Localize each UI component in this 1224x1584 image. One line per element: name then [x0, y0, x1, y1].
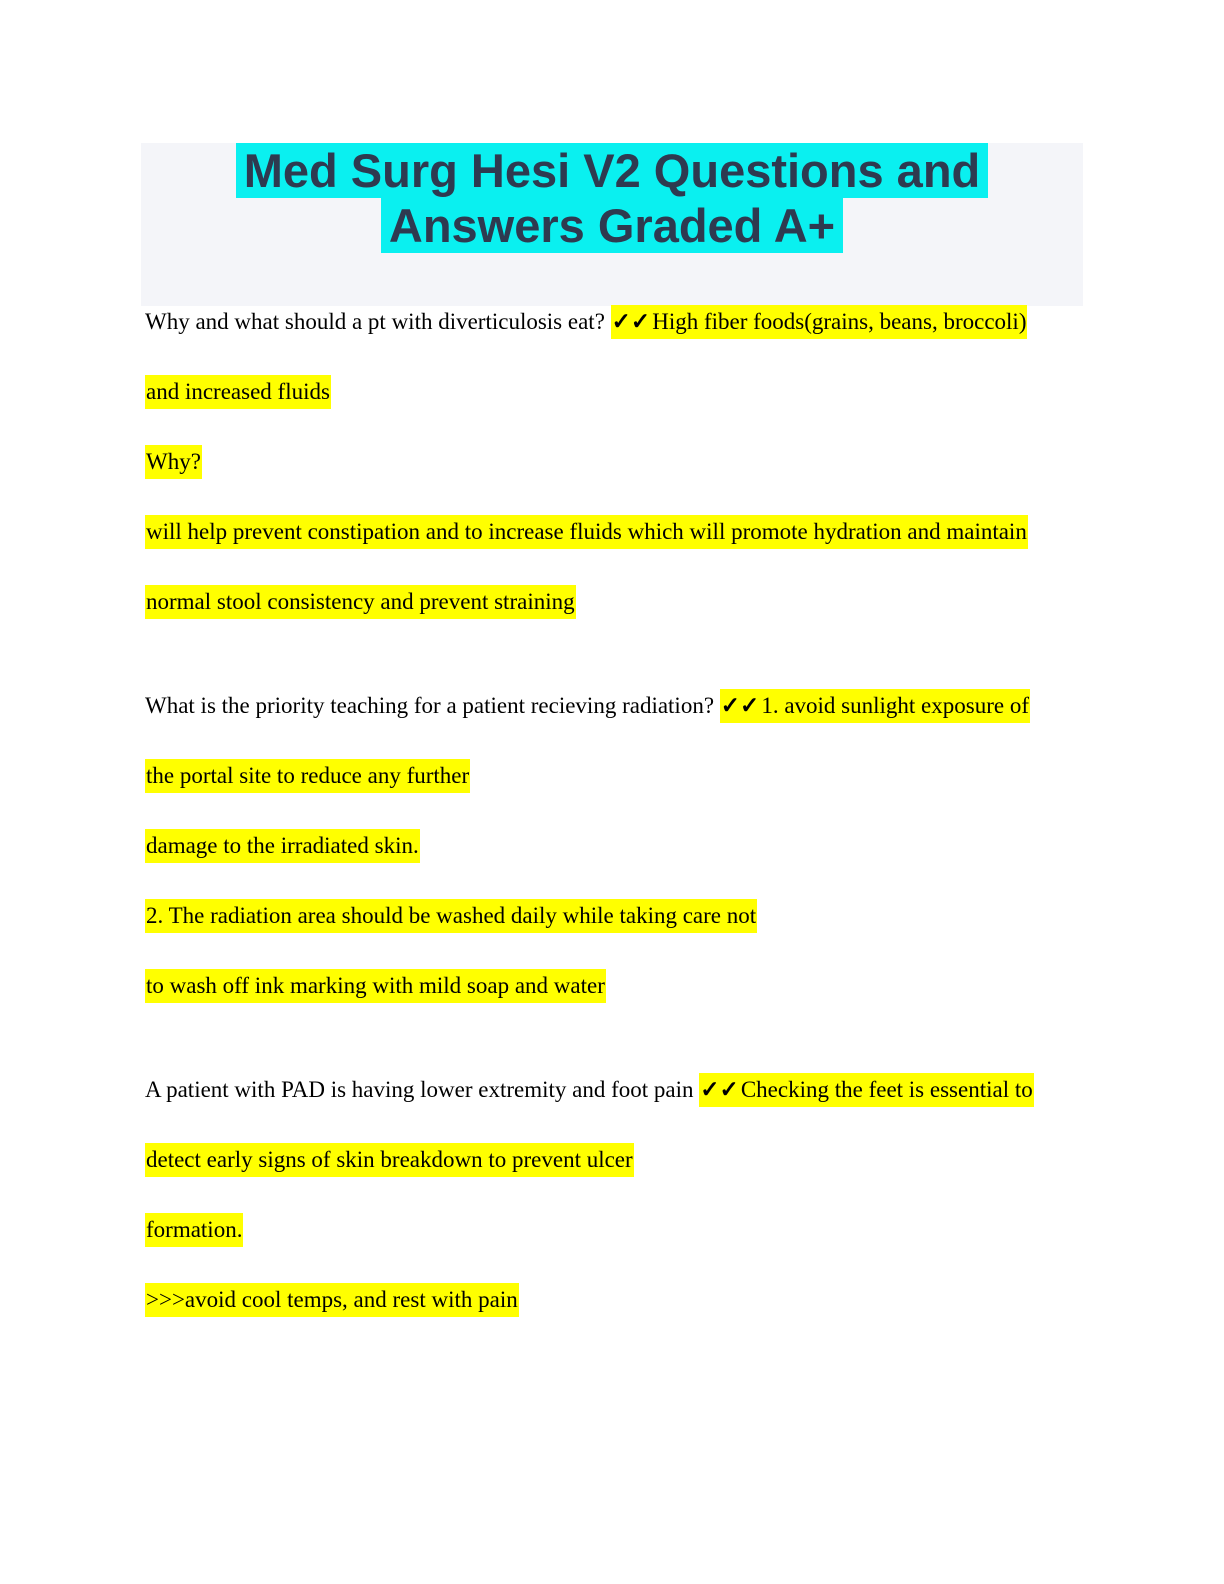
text-line: [145, 515, 1083, 549]
answer-text: 2. The radiation area should be washed daily while taking care not: [145, 899, 757, 933]
question-text: A patient with PAD is having lower extremity and foot pain: [145, 1077, 700, 1102]
answer-text: to wash off ink marking with mild soap and water: [145, 969, 606, 1003]
title-highlight: Med Surg Hesi V2 Questions and: [236, 143, 989, 198]
text-line: [145, 1073, 1083, 1107]
text-line: [145, 829, 1083, 863]
title-highlight: Answers Graded A+: [381, 198, 843, 253]
checkmark-icon: ✓✓: [699, 1073, 740, 1107]
text-line: [145, 305, 1083, 339]
question-text: Why and what should a pt with diverticulosis eat?: [145, 309, 611, 334]
qa-block: [145, 305, 1083, 619]
text-line: [145, 1213, 1083, 1247]
qa-block: [145, 689, 1083, 1003]
text-line: [145, 689, 1083, 723]
answer-text: will help prevent constipation and to increase fluids which will promote hydration and maintain: [145, 515, 1028, 549]
title-line: [141, 198, 1083, 253]
text-line: [145, 445, 1083, 479]
answer-text: damage to the irradiated skin.: [145, 829, 420, 863]
text-line: [145, 375, 1083, 409]
answer-text: >>>avoid cool temps, and rest with pain: [145, 1283, 519, 1317]
text-line: [145, 1283, 1083, 1317]
document-title: [141, 143, 1083, 253]
title-banner: [141, 143, 1083, 306]
answer-text: High fiber foods(grains, beans, broccoli): [651, 305, 1027, 339]
text-line: [145, 1143, 1083, 1177]
answer-text: the portal site to reduce any further: [145, 759, 470, 793]
text-line: [145, 585, 1083, 619]
answer-text: detect early signs of skin breakdown to prevent ulcer: [145, 1143, 634, 1177]
answer-text: and increased fluids: [145, 375, 331, 409]
checkmark-icon: ✓✓: [611, 305, 652, 339]
text-line: [145, 899, 1083, 933]
answer-text: normal stool consistency and prevent straining: [145, 585, 576, 619]
qa-block: [145, 1073, 1083, 1317]
answer-text: formation.: [145, 1213, 243, 1247]
checkmark-icon: ✓✓: [720, 689, 761, 723]
document-body: [145, 305, 1083, 1387]
question-text: What is the priority teaching for a patient recieving radiation?: [145, 693, 720, 718]
text-line: [145, 969, 1083, 1003]
answer-text: Why?: [145, 445, 202, 479]
answer-text: 1. avoid sunlight exposure of: [760, 689, 1030, 723]
text-line: [145, 759, 1083, 793]
answer-text: Checking the feet is essential to: [740, 1073, 1034, 1107]
title-line: [141, 143, 1083, 198]
